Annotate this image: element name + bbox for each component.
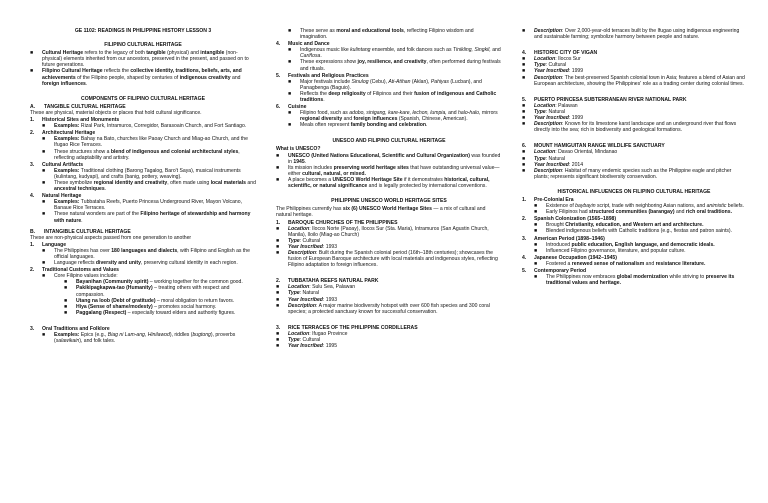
list-item: 1. Historical Sites and Monuments: [30, 117, 120, 124]
list-item: ■ Pakikipagkapwa-tao (Humanity) – treating others with respect and compassion.: [64, 285, 230, 298]
list-item: ■ Cultural Heritage refers to the legacy of both tangible (physical) and intangible (non-physical) elements inherited from our ancestors, preserved in the present, and passed on to future generations.: [30, 50, 249, 69]
document-title: GE 1102: READINGS IN PHILIPPINE HISTORY LESSON 3: [74, 28, 212, 34]
list-item: 4. Music and Dance: [276, 41, 330, 48]
list-item: ■ Bayanihan (Community spirit) – working together for the common good.: [64, 279, 243, 286]
list-item: ■ Utang na loob (Debt of gratitude) – moral obligation to return favors.: [64, 297, 235, 304]
list-item: ■ Description: A major marine biodiversity hotspot with over 600 fish species and 300 coral species; a protected sanctuary known for successful conservation.: [276, 302, 490, 315]
list-item: ■ These serve as moral and educational tools, reflecting Filipino wisdom and imagination.: [288, 28, 474, 41]
list-item: ■ Existence of baybayin script, trade with neighboring Asian nations, and animistic beliefs.: [534, 203, 744, 210]
list-item: ■ Blended indigenous beliefs with Catholic traditions (e.g., fiestas and patron saints).: [534, 228, 733, 235]
list-item: 4. Japanese Occupation (1942–1945): [522, 254, 617, 261]
list-item: ■ Type: Natural: [522, 108, 565, 115]
list-item: ■ Paggalang (Respect) – especially toward elders and authority figures.: [64, 309, 236, 316]
list-item: ■ Core Filipino values include:: [42, 273, 118, 280]
list-item: ■ Examples: Epics (e.g., Biag ni Lam-ang, Hinilawod), riddles (bugtong), proverbs (salawikain), and folk tales.: [42, 332, 236, 345]
list-item: ■ Description: Built during the Spanish colonial period (16th–18th centuries); showcases the fusion of European Baroque architecture with local materials and indigenous styles, reflecting Filipino adaptation to foreign influences.: [276, 250, 498, 269]
list-item: 2. Spanish Colonization (1565–1898): [522, 216, 617, 223]
list-item: ■ Type: Cultural: [276, 337, 321, 344]
list-item: ■ Description: The best-preserved Spanish colonial town in Asia; features a blend of Asian and European architecture, showing the Philippines' role as a trading center during colonial times.: [522, 74, 745, 87]
list-item: 2. TUBBATAHA REEFS NATURAL PARK: [276, 278, 379, 285]
heading-cultural-heritage: FILIPINO CULTURAL HERITAGE: [104, 42, 182, 49]
list-item: ■ Examples: Rizal Park, Intramuros, Corregidor, Barasoain Church, and Fort Santiago.: [42, 123, 247, 130]
list-item: ■ A place becomes a UNESCO World Heritage Site if it demonstrates historical, cultural, scientific, or natural significance and is legally protected by international conventions.: [276, 177, 490, 190]
list-item: 5. Contemporary Period: [522, 268, 587, 274]
list-item: ■ Fostered a renewed sense of nationalism and resistance literature.: [534, 260, 706, 267]
list-item: ■ Year Inscribed: 1995: [276, 343, 338, 350]
list-item: ■ Description: Habitat of many endemic species such as the Philippine eagle and pitcher plants; represents significant biodiversity conservation.: [522, 167, 732, 180]
list-item: 3. American Period (1898–1946): [522, 235, 605, 242]
list-item: ■ Brought Christianity, education, and Western art and architecture.: [534, 222, 704, 229]
list-item: ■ Examples: Tubbataha Reefs, Puerto Princesa Underground River, Mayon Volcano, Banaue Rice Terraces.: [42, 199, 243, 212]
column-3: [522, 28, 746, 286]
list-item: ■ Type: Cultural: [276, 237, 321, 244]
list-item: ■ These expressions show joy, resilience, and creativity, often performed during festivals and rituals.: [288, 59, 501, 72]
list-item: ■ Type: Natural: [522, 155, 565, 162]
list-item: ■ Influenced Filipino governance, literature, and popular culture.: [534, 247, 686, 254]
list-item: ■ Location: Davao Oriental, Mindanao: [522, 149, 618, 156]
list-item: ■ Examples: Bahay na Bato, churches like Paoay Church and Miag-ao Church, and the Ifugao Rice Terraces.: [42, 136, 248, 149]
list-item: 1. BAROQUE CHURCHES OF THE PHILIPPINES: [276, 219, 398, 226]
list-item: ■ Location: Ilocos Sur: [522, 56, 581, 63]
list-item: ■ Its mission includes preserving world heritage sites that have outstanding universal value—either cultural, natural, or mixed.: [276, 164, 500, 177]
sites-intro: The Philippines currently has six (6) UNESCO World Heritage Sites — a mix of cultural and natural heritage.: [276, 206, 486, 219]
list-item: ■ Year Inscribed: 1999: [522, 115, 584, 122]
list-item: ■ Indigenous music like kulintang ensemble, and folk dances such as Tinikling, Singkil, and Cariñosa.: [288, 47, 501, 60]
heading-sites: PHILIPPINE UNESCO WORLD HERITAGE SITES: [331, 198, 447, 205]
list-item: ■ Type: Natural: [276, 290, 319, 297]
list-item: ■ Reflects the deep religiosity of Filipinos and their fusion of indigenous and Catholic traditions.: [288, 90, 497, 104]
list-item: ■ Type: Cultural: [522, 62, 567, 69]
unesco-question: What is UNESCO?: [276, 145, 321, 152]
list-item: 6. MOUNT HAMIGUITAN RANGE WILDLIFE SANCTUARY: [522, 143, 665, 150]
list-item: ■ Filipino Cultural Heritage reflects the collective identity, traditions, beliefs, arts, and achievements of the Filipino people, shaped by centuries of indigenous creativity and foreign influences.: [30, 68, 242, 87]
list-item: ■ Language reflects diversity and unity, preserving cultural identity in each region.: [42, 260, 238, 267]
list-item: 5. PUERTO PRINCESA SUBTERRANEAN RIVER NATIONAL PARK: [522, 96, 687, 103]
list-item: ■ The Philippines now embraces global modernization while striving to preserve its traditional values and heritage.: [534, 274, 735, 287]
list-item: 2. Traditional Customs and Values: [30, 267, 119, 274]
section-a-text: These are physical, material objects or places that hold cultural significance.: [30, 109, 202, 116]
list-item: ■ Location: Sulu Sea, Palawan: [276, 284, 356, 291]
heading-unesco: UNESCO AND FILIPINO CULTURAL HERITAGE: [332, 137, 446, 144]
list-item: ■ Year Inscribed: 1993: [276, 243, 338, 250]
list-item: ■ Early Filipinos had structured communities (barangay) and rich oral traditions.: [534, 209, 733, 216]
list-item: ■ Filipino food, such as adobo, sinigang, kare-kare, lechon, lumpia, and halo-halo, mirrors regional diversity and foreign influences (Spanish, Chinese, American).: [288, 110, 498, 123]
list-item: 1. Pre-Colonial Era: [522, 196, 574, 203]
list-item: 3. Cultural Artifacts: [30, 161, 84, 168]
column-1: [30, 28, 256, 344]
list-item: 1. Language: [30, 241, 67, 248]
column-2: [276, 28, 502, 349]
list-item: ■ Year Inscribed: 1993: [276, 296, 338, 303]
list-item: ■ Examples: Traditional clothing (Barong Tagalog, Baro't Saya), musical instruments (kulintang, kudyapi), and crafts (banig, pottery, weaving).: [42, 167, 241, 180]
list-item: ■ These structures show a blend of indigenous and colonial architectural styles, reflecting adaptability and artistry.: [42, 148, 240, 161]
section-b-text: These are non-physical aspects passed from one generation to another: [30, 234, 192, 241]
list-item: 3. RICE TERRACES OF THE PHILIPPINE CORDILLERAS: [276, 324, 418, 331]
heading-influences: HISTORICAL INFLUENCES ON FILIPINO CULTURAL HERITAGE: [557, 188, 711, 195]
list-item: 4. HISTORIC CITY OF VIGAN: [522, 50, 598, 57]
list-item: 3. Oral Traditions and Folklore: [30, 325, 110, 332]
list-item: 6. Cuisine: [276, 104, 307, 111]
list-item: 4. Natural Heritage: [30, 193, 82, 200]
list-item: 2. Architectural Heritage: [30, 130, 96, 137]
list-item: ■ Introduced public education, English language, and democratic ideals.: [534, 241, 715, 248]
list-item: 5. Festivals and Religious Practices: [276, 72, 369, 79]
list-item: ■ These natural wonders are part of the Filipino heritage of stewardship and harmony with nature.: [42, 211, 251, 224]
list-item: ■ Year Inscribed: 2014: [522, 161, 584, 168]
list-item: ■ Location: Ilocos Norte (Paoay), Ilocos Sur (Sta. Maria), Intramuros (San Agustin Church, Manila), Iloilo (Miag-ao Church): [276, 225, 489, 238]
list-item: ■ Year Inscribed: 1999: [522, 68, 584, 75]
list-item: ■ The Philippines has over 180 languages and dialects, with Filipino and English as the official languages.: [42, 247, 250, 260]
list-item: ■ Location: Ifugao Province: [276, 330, 348, 337]
section-a-heading: A. TANGIBLE CULTURAL HERITAGE: [30, 103, 126, 110]
list-item: ■ Location: Palawan: [522, 102, 578, 109]
list-item: ■ Description: Known for its limestone karst landscape and an underground river that flows directly into the sea; rich in biodiversity and geological formations.: [522, 121, 737, 134]
list-item: ■ Description: Over 2,000-year-old terraces built by the Ifugao using indigenous engineering and sustainable farming; symbolize harmony between people and nature.: [522, 28, 740, 41]
heading-components: COMPONENTS OF FILIPINO CULTURAL HERITAGE: [81, 95, 205, 102]
list-item: ■ These symbolize regional identity and creativity, often made using local materials and ancestral techniques.: [42, 179, 256, 193]
section-b-heading: B. INTANGIBLE CULTURAL HERITAGE: [30, 228, 131, 235]
list-item: ■ UNESCO (United Nations Educational, Scientific and Cultural Organization) was founded in 1945.: [276, 152, 501, 165]
list-item: ■ Meals often represent family bonding and celebration.: [288, 122, 428, 129]
list-item: ■ Hiya (Sense of shame/modesty) – promotes social harmony.: [64, 303, 217, 310]
list-item: ■ Major festivals include Sinulog (Cebu), Ati-Atihan (Aklan), Pahiyas (Lucban), and Panagbenga (Baguio).: [288, 78, 482, 91]
